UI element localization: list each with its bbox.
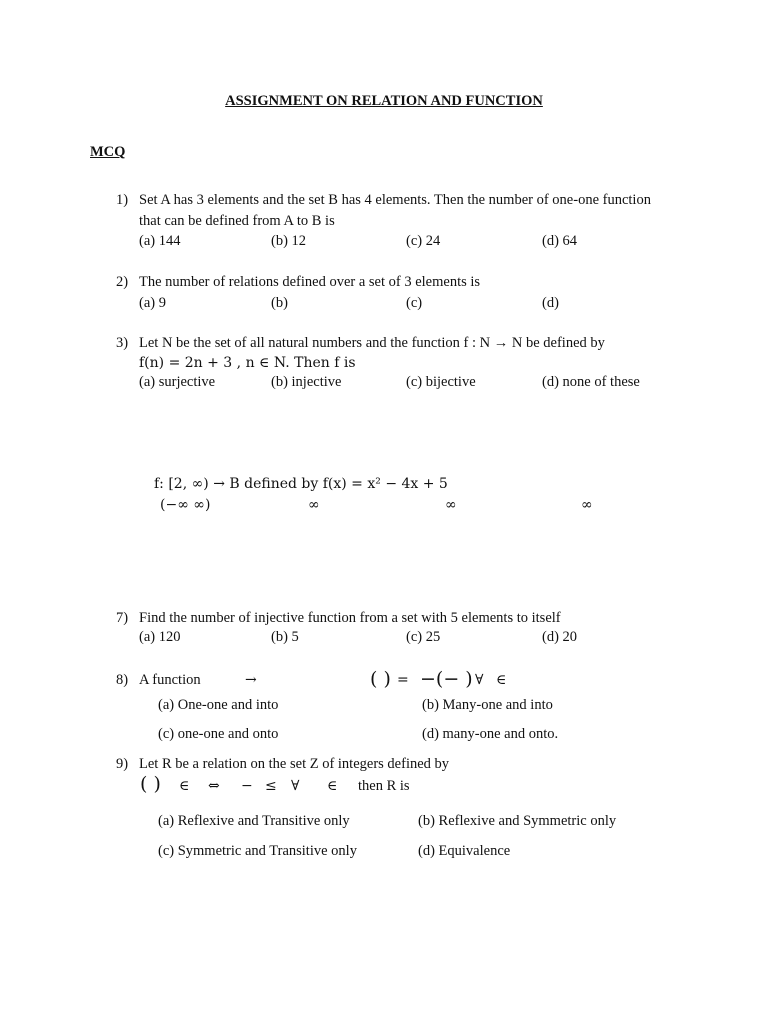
option-b: (b) Many-one and into bbox=[422, 697, 553, 713]
question-number: 8) bbox=[116, 672, 129, 688]
section-heading: MCQ bbox=[90, 144, 126, 160]
question-text: that can be defined from A to B is bbox=[139, 213, 335, 229]
option-d: (d) many-one and onto. bbox=[422, 726, 559, 742]
option-d: (d) 64 bbox=[542, 233, 578, 249]
option-d: (d) Equivalence bbox=[418, 843, 511, 859]
option-a: (a) 144 bbox=[139, 233, 181, 249]
option-c: (c) bijective bbox=[406, 374, 476, 390]
iff-symbol: ⇔ bbox=[208, 778, 220, 794]
equals-symbol: = bbox=[397, 672, 409, 688]
option-b: ∞ bbox=[308, 497, 320, 513]
question-formula: f: [2, ∞) → B defined by f(x) = x² − 4x + 5 bbox=[154, 476, 448, 492]
option-b: (b) Reflexive and Symmetric only bbox=[418, 813, 617, 829]
question-number: 9) bbox=[116, 756, 129, 772]
option-d: (d) 20 bbox=[542, 629, 578, 645]
question-number: 2) bbox=[116, 274, 129, 290]
option-b: (b) 5 bbox=[271, 629, 299, 645]
question-text: then R is bbox=[358, 778, 410, 794]
option-a: (a) One-one and into bbox=[158, 697, 279, 713]
leq-symbol: ≤ bbox=[265, 778, 277, 794]
question-text: The number of relations defined over a set of 3 elements is bbox=[139, 274, 481, 290]
minus-symbol: − bbox=[241, 778, 253, 794]
option-a: (a) surjective bbox=[139, 374, 216, 390]
option-c: (c) one-one and onto bbox=[158, 726, 279, 742]
question-number: 1) bbox=[116, 192, 129, 208]
option-c: ∞ bbox=[445, 497, 457, 513]
question-formula: f(n) = 2n + 3 , n ∈ N. Then f is bbox=[139, 355, 356, 371]
element-of-symbol: ∈ bbox=[179, 778, 190, 794]
option-a: (−∞ ∞) bbox=[160, 497, 211, 513]
option-c: (c) 24 bbox=[406, 233, 441, 249]
option-c: (c) 25 bbox=[406, 629, 441, 645]
question-number: 7) bbox=[116, 610, 129, 626]
expression-symbol: −(− ) bbox=[420, 668, 473, 690]
option-c: (c) bbox=[406, 295, 423, 311]
question-number: 3) bbox=[116, 335, 129, 351]
option-b: (b) bbox=[271, 295, 288, 311]
option-a: (a) Reflexive and Transitive only bbox=[158, 813, 350, 829]
option-b: (b) injective bbox=[271, 374, 342, 390]
option-c: (c) Symmetric and Transitive only bbox=[158, 843, 357, 859]
forall-symbol: ∀ bbox=[475, 672, 484, 688]
paren-symbol: ( ) bbox=[140, 773, 161, 795]
option-d: (d) none of these bbox=[542, 374, 640, 390]
question-text: Let R be a relation on the set Z of integers defined by bbox=[139, 756, 450, 772]
option-a: (a) 120 bbox=[139, 629, 181, 645]
question-text: A function bbox=[139, 672, 201, 688]
paren-symbol: ( ) bbox=[370, 668, 391, 690]
option-b: (b) 12 bbox=[271, 233, 307, 249]
page-title: ASSIGNMENT ON RELATION AND FUNCTION bbox=[225, 93, 543, 109]
question-text: Let N be the set of all natural numbers and the function f : N → N be defined by bbox=[139, 335, 605, 351]
element-of-symbol: ∈ bbox=[496, 672, 507, 688]
option-a: (a) 9 bbox=[139, 295, 166, 311]
arrow-symbol: → bbox=[245, 672, 257, 688]
forall-symbol: ∀ bbox=[291, 778, 300, 794]
option-d: ∞ bbox=[581, 497, 593, 513]
question-text: Find the number of injective function from a set with 5 elements to itself bbox=[139, 610, 561, 626]
option-d: (d) bbox=[542, 295, 559, 311]
element-of-symbol: ∈ bbox=[327, 778, 338, 794]
question-text: Set A has 3 elements and the set B has 4 elements. Then the number of one-one function bbox=[139, 192, 651, 208]
